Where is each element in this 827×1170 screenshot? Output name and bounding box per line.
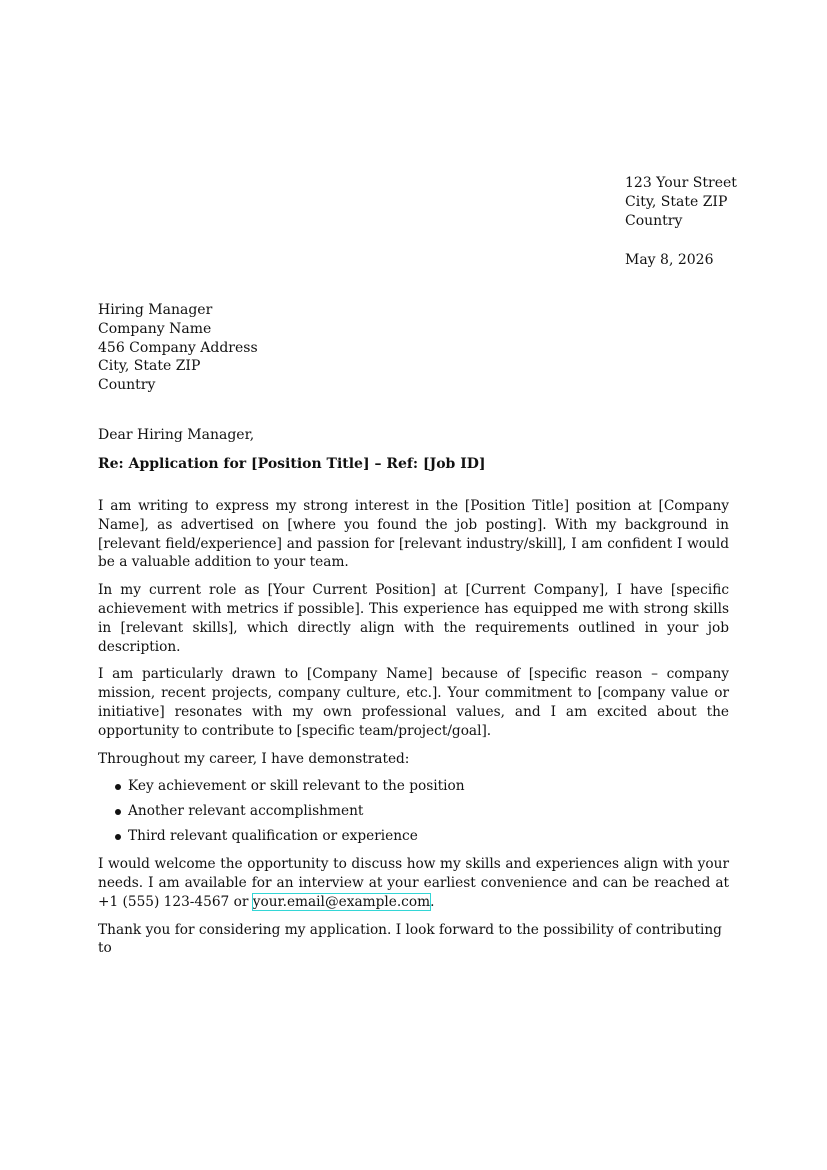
- body-paragraph-contact: [98, 855, 729, 911]
- sender-address: [625, 174, 815, 230]
- letter-body: [98, 497, 729, 967]
- recipient-name: Hiring Manager: [98, 302, 213, 318]
- bullet-icon: [115, 809, 121, 815]
- recipient-country: Country: [98, 377, 156, 394]
- recipient-company: Company Name: [98, 320, 212, 337]
- list-item-text: Third relevant qualification or experience: [128, 828, 418, 845]
- body-paragraph-motivation: I am particularly drawn to [Company Name] because of [specific reason – company mission, recent projects, company culture, etc.]. Your commitment to [company value or initiative] resonates with my own professional values, and I am excited about the opportunity to contribute to [specific team/project/goal].: [98, 666, 729, 739]
- salutation: Dear Hiring Manager,: [98, 427, 255, 443]
- sender-country: Country: [625, 212, 683, 229]
- letter-date: May 8, 2026: [625, 252, 714, 268]
- bullet-icon: [115, 834, 121, 840]
- list-item: [98, 777, 729, 796]
- contact-text: I would welcome the opportunity to discuss how my skills and experiences align with your needs. I am available for an interview at your earliest convenience and can be reached at +1 (555) 123-4567 or: [98, 856, 729, 910]
- sender-city: City, State ZIP: [625, 193, 728, 210]
- recipient-city: City, State ZIP: [98, 358, 201, 375]
- body-paragraph-intro: I am writing to express my strong interest in the [Position Title] position at [Company Name], as advertised on [where you found the job posting]. With my background in [relevant field/experience] and passion for [relevant industry/skill], I am confident I would be a valuable addition to your team.: [98, 498, 729, 571]
- sender-street: 123 Your Street: [625, 175, 737, 191]
- achievements-list: [98, 777, 729, 846]
- body-paragraph-closing: Thank you for considering my application. I look forward to the possibility of contributing to: [98, 921, 722, 957]
- list-item: [98, 827, 729, 846]
- body-paragraph-demonstrated: Throughout my career, I have demonstrated:: [98, 750, 410, 767]
- list-item-text: Key achievement or skill relevant to the position: [128, 778, 465, 795]
- contact-text-end: .: [430, 893, 435, 910]
- body-paragraph-current-role: In my current role as [Your Current Position] at [Current Company], I have [specific achievement with metrics if possible]. This experience has equipped me with strong skills in [relevant skills], which directly align with the requirements outlined in your job description.: [98, 582, 729, 655]
- recipient-address: [98, 301, 258, 395]
- email-link[interactable]: your.email@example.com: [252, 893, 431, 910]
- list-item: [98, 802, 729, 821]
- bullet-icon: [115, 784, 121, 790]
- subject-line: Re: Application for [Position Title] – Ref: [Job ID]: [98, 456, 486, 472]
- list-item-text: Another relevant accomplishment: [128, 803, 364, 820]
- recipient-street: 456 Company Address: [98, 339, 258, 356]
